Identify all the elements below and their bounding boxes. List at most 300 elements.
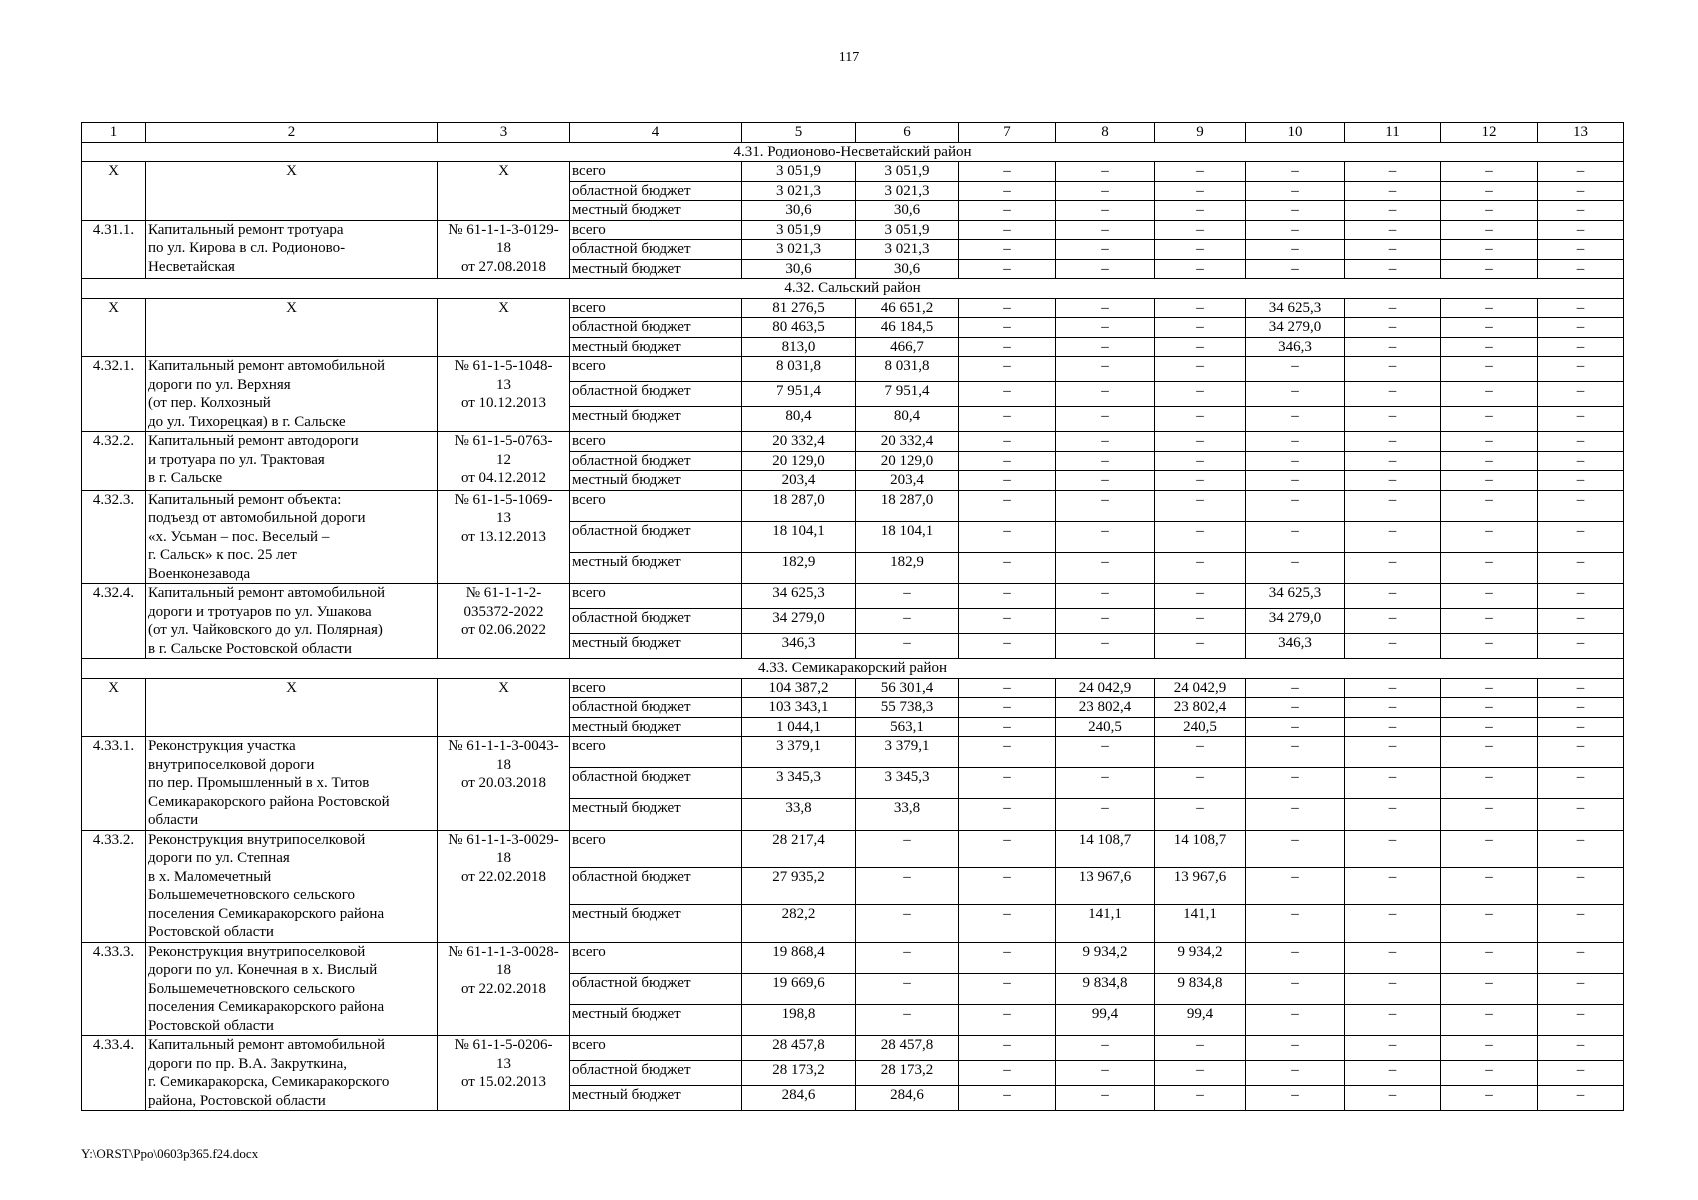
amount-cell: –	[1056, 357, 1155, 382]
amount-cell: 18 287,0	[856, 490, 959, 521]
amount-cell: 813,0	[742, 337, 856, 357]
document-reference-line: 13	[496, 376, 511, 393]
section-title: 4.31. Родионово-Несветайский район	[82, 142, 1624, 162]
amount-cell: –	[1155, 552, 1246, 583]
amount-cell: –	[1246, 905, 1345, 942]
document-reference-line: от 02.06.2022	[460, 622, 547, 638]
amount-cell: –	[1246, 768, 1345, 799]
funding-source-label: местный бюджет	[570, 634, 742, 659]
funding-source-label: местный бюджет	[570, 201, 742, 221]
object-name-line: X	[286, 163, 297, 179]
object-name-line: Капитальный ремонт автодороги	[148, 433, 359, 449]
funding-source-label: областной бюджет	[570, 181, 742, 201]
amount-cell: –	[1345, 298, 1441, 318]
amount-cell: –	[959, 1004, 1056, 1035]
document-reference-line: от 10.12.2013	[460, 395, 547, 411]
amount-cell: –	[1538, 1036, 1624, 1061]
column-number-header: 1	[82, 123, 146, 143]
amount-cell: –	[1538, 1061, 1624, 1086]
amount-cell: 81 276,5	[742, 298, 856, 318]
header-row	[82, 123, 1624, 143]
amount-cell: 284,6	[856, 1086, 959, 1111]
amount-cell: –	[1538, 698, 1624, 718]
funding-source-label: областной бюджет	[570, 451, 742, 471]
amount-cell: 23 802,4	[1056, 698, 1155, 718]
document-reference-line: от 15.02.2013	[460, 1074, 547, 1090]
amount-cell: 182,9	[856, 552, 959, 583]
document-reference-line: № 61-1-1-3-0029-	[448, 831, 559, 848]
document-reference	[438, 678, 570, 737]
amount-cell: 23 802,4	[1155, 698, 1246, 718]
amount-cell: –	[1246, 162, 1345, 182]
amount-cell: –	[1246, 220, 1345, 240]
amount-cell: –	[1538, 521, 1624, 552]
object-name	[146, 942, 438, 1036]
object-name	[146, 162, 438, 221]
amount-cell: –	[1345, 471, 1441, 491]
amount-cell: –	[1441, 471, 1538, 491]
amount-cell: 7 951,4	[856, 382, 959, 407]
amount-cell: 18 104,1	[856, 521, 959, 552]
amount-cell: –	[1246, 471, 1345, 491]
table-row	[82, 432, 1624, 452]
object-name-line: до ул. Тихорецкая) в г. Сальске	[148, 413, 346, 430]
amount-cell: 99,4	[1155, 1004, 1246, 1035]
amount-cell: –	[1155, 799, 1246, 830]
amount-cell: –	[1345, 905, 1441, 942]
funding-source-label: местный бюджет	[570, 407, 742, 432]
amount-cell: –	[1538, 678, 1624, 698]
document-reference-line: X	[498, 679, 509, 696]
amount-cell: –	[1056, 490, 1155, 521]
amount-cell: –	[1345, 1036, 1441, 1061]
amount-cell: –	[1441, 717, 1538, 737]
amount-cell: –	[1246, 737, 1345, 768]
amount-cell: –	[1056, 318, 1155, 338]
amount-cell: –	[856, 905, 959, 942]
amount-cell: 28 173,2	[742, 1061, 856, 1086]
document-reference-line: 18	[496, 756, 511, 773]
amount-cell: –	[1441, 382, 1538, 407]
amount-cell: –	[1345, 357, 1441, 382]
amount-cell: –	[1441, 432, 1538, 452]
funding-source-label: всего	[570, 678, 742, 698]
amount-cell: –	[1246, 717, 1345, 737]
amount-cell: –	[1056, 432, 1155, 452]
document-reference-line: № 61-1-5-0206-	[454, 1037, 553, 1053]
amount-cell: 284,6	[742, 1086, 856, 1111]
object-name-line: Реконструкция внутрипоселковой	[148, 831, 366, 848]
amount-cell: 28 457,8	[856, 1036, 959, 1061]
column-number-header: 12	[1441, 123, 1538, 143]
amount-cell: –	[1345, 181, 1441, 201]
amount-cell: 3 379,1	[856, 737, 959, 768]
item-number: 4.32.1.	[82, 357, 146, 432]
funding-source-label: всего	[570, 162, 742, 182]
amount-cell: –	[1155, 337, 1246, 357]
amount-cell: –	[1345, 768, 1441, 799]
amount-cell: –	[1056, 634, 1155, 659]
amount-cell: 20 129,0	[742, 451, 856, 471]
amount-cell: –	[1056, 451, 1155, 471]
column-number-header: 7	[959, 123, 1056, 143]
amount-cell: 46 651,2	[856, 298, 959, 318]
amount-cell: 8 031,8	[742, 357, 856, 382]
amount-cell: –	[1155, 181, 1246, 201]
amount-cell: –	[959, 432, 1056, 452]
object-name-line: Военконезавода	[148, 565, 251, 582]
item-number: 4.33.2.	[82, 830, 146, 942]
document-reference-line: 18	[496, 240, 511, 256]
amount-cell: –	[1345, 973, 1441, 1004]
amount-cell: –	[1155, 1086, 1246, 1111]
amount-cell: –	[1056, 259, 1155, 279]
amount-cell: –	[1345, 240, 1441, 260]
funding-source-label: местный бюджет	[570, 552, 742, 583]
object-name-line: Капитальный ремонт автомобильной	[148, 358, 386, 374]
amount-cell: –	[1246, 201, 1345, 221]
amount-cell: –	[1155, 357, 1246, 382]
column-number-header: 10	[1246, 123, 1345, 143]
document-reference-line: от 27.08.2018	[460, 258, 547, 275]
amount-cell: –	[959, 830, 1056, 867]
amount-cell: –	[1246, 830, 1345, 867]
amount-cell: –	[959, 318, 1056, 338]
amount-cell: –	[959, 717, 1056, 737]
amount-cell: –	[959, 737, 1056, 768]
amount-cell: –	[1056, 1036, 1155, 1061]
item-number: 4.32.3.	[82, 490, 146, 584]
object-name	[146, 298, 438, 357]
amount-cell: –	[1345, 1004, 1441, 1035]
item-number: 4.33.1.	[82, 737, 146, 831]
amount-cell: 30,6	[856, 201, 959, 221]
object-name-line: в х. Маломечетный	[148, 868, 272, 885]
amount-cell: –	[959, 521, 1056, 552]
document-reference	[438, 737, 570, 831]
amount-cell: –	[1538, 1004, 1624, 1035]
document-reference-line: от 22.02.2018	[460, 980, 547, 997]
amount-cell: 466,7	[856, 337, 959, 357]
object-name-line: Большемечетновского сельского	[148, 980, 356, 997]
amount-cell: –	[1441, 240, 1538, 260]
amount-cell: –	[1538, 259, 1624, 279]
funding-source-label: всего	[570, 942, 742, 973]
file-path-footer: Y:\ORST\Ppo\0603p365.f24.docx	[81, 1146, 259, 1161]
funding-source-label: областной бюджет	[570, 973, 742, 1004]
amount-cell: –	[1246, 678, 1345, 698]
amount-cell: –	[1441, 609, 1538, 634]
amount-cell: –	[1056, 337, 1155, 357]
amount-cell: –	[1056, 201, 1155, 221]
column-number-header: 9	[1155, 123, 1246, 143]
amount-cell: 9 834,8	[1155, 973, 1246, 1004]
amount-cell: 346,3	[1246, 337, 1345, 357]
amount-cell: –	[1246, 1086, 1345, 1111]
amount-cell: 30,6	[856, 259, 959, 279]
amount-cell: 1 044,1	[742, 717, 856, 737]
amount-cell: –	[959, 942, 1056, 973]
amount-cell: –	[1538, 634, 1624, 659]
amount-cell: –	[1155, 609, 1246, 634]
object-name-line: Капитальный ремонт тротуара	[148, 221, 344, 238]
amount-cell: –	[959, 162, 1056, 182]
item-number: 4.33.3.	[82, 942, 146, 1036]
amount-cell: –	[1246, 698, 1345, 718]
amount-cell: –	[1056, 1061, 1155, 1086]
amount-cell: –	[1345, 490, 1441, 521]
table-row	[82, 1036, 1624, 1061]
section-row	[82, 279, 1624, 299]
amount-cell: –	[1345, 407, 1441, 432]
document-reference	[438, 490, 570, 584]
amount-cell: –	[959, 768, 1056, 799]
amount-cell: –	[1155, 259, 1246, 279]
amount-cell: –	[1246, 867, 1345, 904]
amount-cell: –	[1246, 1061, 1345, 1086]
amount-cell: –	[1538, 451, 1624, 471]
document-reference	[438, 584, 570, 659]
amount-cell: 282,2	[742, 905, 856, 942]
amount-cell: 3 345,3	[856, 768, 959, 799]
document-reference	[438, 432, 570, 491]
object-name-line: Капитальный ремонт автомобильной	[148, 585, 386, 601]
amount-cell: –	[1441, 490, 1538, 521]
amount-cell: 203,4	[856, 471, 959, 491]
amount-cell: –	[1246, 240, 1345, 260]
object-name	[146, 432, 438, 491]
amount-cell: –	[1538, 584, 1624, 609]
funding-source-label: областной бюджет	[570, 698, 742, 718]
amount-cell: 19 669,6	[742, 973, 856, 1004]
amount-cell: 20 129,0	[856, 451, 959, 471]
table-row	[82, 737, 1624, 768]
amount-cell: –	[856, 1004, 959, 1035]
amount-cell: –	[1155, 490, 1246, 521]
amount-cell: 3 021,3	[856, 181, 959, 201]
amount-cell: –	[959, 973, 1056, 1004]
amount-cell: 3 051,9	[856, 162, 959, 182]
amount-cell: –	[1056, 552, 1155, 583]
amount-cell: –	[1345, 584, 1441, 609]
amount-cell: –	[1538, 490, 1624, 521]
amount-cell: –	[959, 634, 1056, 659]
amount-cell: –	[1538, 609, 1624, 634]
funding-source-label: всего	[570, 220, 742, 240]
funding-source-label: местный бюджет	[570, 905, 742, 942]
amount-cell: –	[959, 357, 1056, 382]
amount-cell: –	[1246, 552, 1345, 583]
amount-cell: 13 967,6	[1056, 867, 1155, 904]
amount-cell: 99,4	[1056, 1004, 1155, 1035]
amount-cell: –	[1441, 830, 1538, 867]
amount-cell: –	[1538, 337, 1624, 357]
object-name	[146, 830, 438, 942]
document-reference-line: № 61-1-1-3-0028-	[448, 943, 559, 960]
amount-cell: –	[1345, 1086, 1441, 1111]
amount-cell: –	[1155, 584, 1246, 609]
amount-cell: –	[1538, 905, 1624, 942]
table-row	[82, 357, 1624, 382]
funding-source-label: всего	[570, 584, 742, 609]
funding-source-label: всего	[570, 432, 742, 452]
column-number-header: 6	[856, 123, 959, 143]
amount-cell: 3 051,9	[742, 220, 856, 240]
amount-cell: –	[1441, 867, 1538, 904]
section-title: 4.32. Сальский район	[82, 279, 1624, 299]
amount-cell: 33,8	[856, 799, 959, 830]
amount-cell: 9 934,2	[1155, 942, 1246, 973]
document-reference-line: № 61-1-1-3-0129-	[448, 221, 559, 238]
amount-cell: 3 051,9	[742, 162, 856, 182]
amount-cell: –	[1538, 830, 1624, 867]
amount-cell: –	[856, 584, 959, 609]
amount-cell: –	[1155, 471, 1246, 491]
amount-cell: –	[959, 181, 1056, 201]
amount-cell: –	[1056, 521, 1155, 552]
amount-cell: –	[1345, 634, 1441, 659]
funding-source-label: местный бюджет	[570, 717, 742, 737]
document-reference	[438, 357, 570, 432]
amount-cell: –	[1441, 337, 1538, 357]
amount-cell: 346,3	[742, 634, 856, 659]
amount-cell: –	[1056, 737, 1155, 768]
amount-cell: 19 868,4	[742, 942, 856, 973]
amount-cell: –	[959, 298, 1056, 318]
funding-source-label: всего	[570, 490, 742, 521]
amount-cell: –	[1538, 357, 1624, 382]
amount-cell: 18 287,0	[742, 490, 856, 521]
funding-source-label: всего	[570, 1036, 742, 1061]
amount-cell: 103 343,1	[742, 698, 856, 718]
amount-cell: –	[1441, 799, 1538, 830]
amount-cell: –	[1246, 357, 1345, 382]
amount-cell: –	[1345, 201, 1441, 221]
amount-cell: 9 934,2	[1056, 942, 1155, 973]
amount-cell: 8 031,8	[856, 357, 959, 382]
funding-source-label: областной бюджет	[570, 240, 742, 260]
amount-cell: –	[1538, 407, 1624, 432]
amount-cell: –	[1345, 337, 1441, 357]
object-name-line: дороги по пр. В.А. Закруткина,	[148, 1055, 348, 1072]
amount-cell: –	[959, 584, 1056, 609]
amount-cell: 3 051,9	[856, 220, 959, 240]
amount-cell: 240,5	[1155, 717, 1246, 737]
column-number-header: 3	[438, 123, 570, 143]
funding-source-label: всего	[570, 830, 742, 867]
amount-cell: –	[1441, 298, 1538, 318]
amount-cell: –	[1538, 552, 1624, 583]
amount-cell: –	[1441, 973, 1538, 1004]
amount-cell: –	[1246, 432, 1345, 452]
amount-cell: –	[1345, 698, 1441, 718]
object-name-line: и тротуара по ул. Трактовая	[148, 451, 325, 468]
column-number-header: 13	[1538, 123, 1624, 143]
amount-cell: 34 625,3	[1246, 298, 1345, 318]
amount-cell: –	[1441, 552, 1538, 583]
object-name	[146, 584, 438, 659]
amount-cell: –	[1056, 162, 1155, 182]
amount-cell: –	[1441, 634, 1538, 659]
object-name	[146, 490, 438, 584]
amount-cell: –	[1246, 451, 1345, 471]
amount-cell: –	[1246, 973, 1345, 1004]
object-name-line: Реконструкция внутрипоселковой	[148, 943, 366, 960]
amount-cell: –	[1155, 162, 1246, 182]
amount-cell: –	[1441, 318, 1538, 338]
amount-cell: –	[1441, 584, 1538, 609]
amount-cell: –	[1345, 717, 1441, 737]
amount-cell: –	[1538, 867, 1624, 904]
amount-cell: –	[959, 382, 1056, 407]
amount-cell: 34 625,3	[742, 584, 856, 609]
object-name-line: Ростовской области	[148, 1017, 274, 1034]
object-name-line: Капитальный ремонт автомобильной	[148, 1037, 386, 1053]
amount-cell: –	[1345, 162, 1441, 182]
amount-cell: –	[1056, 584, 1155, 609]
amount-cell: 182,9	[742, 552, 856, 583]
amount-cell: –	[1538, 240, 1624, 260]
amount-cell: 240,5	[1056, 717, 1155, 737]
object-name-line: X	[286, 299, 297, 316]
amount-cell: –	[1246, 407, 1345, 432]
document-reference	[438, 298, 570, 357]
document-reference	[438, 830, 570, 942]
amount-cell: 141,1	[1056, 905, 1155, 942]
document-reference-line: от 04.12.2012	[460, 470, 547, 486]
column-number-header: 11	[1345, 123, 1441, 143]
amount-cell: –	[1345, 220, 1441, 240]
amount-cell: –	[1538, 717, 1624, 737]
amount-cell: 14 108,7	[1155, 830, 1246, 867]
amount-cell: 7 951,4	[742, 382, 856, 407]
amount-cell: –	[856, 830, 959, 867]
object-name-line: по ул. Кирова в сл. Родионово-	[148, 240, 346, 256]
object-name	[146, 1036, 438, 1111]
object-name-line: по пер. Промышленный в х. Титов	[148, 775, 370, 791]
amount-cell: –	[1155, 1036, 1246, 1061]
amount-cell: –	[959, 259, 1056, 279]
amount-cell: –	[959, 451, 1056, 471]
amount-cell: –	[856, 942, 959, 973]
amount-cell: 34 279,0	[1246, 318, 1345, 338]
item-number: X	[82, 162, 146, 221]
object-name-line: Несветайская	[148, 258, 235, 275]
amount-cell: –	[1441, 451, 1538, 471]
amount-cell: –	[1246, 181, 1345, 201]
amount-cell: –	[1056, 471, 1155, 491]
amount-cell: –	[959, 1086, 1056, 1111]
amount-cell: 104 387,2	[742, 678, 856, 698]
amount-cell: –	[959, 490, 1056, 521]
amount-cell: 30,6	[742, 259, 856, 279]
item-number: X	[82, 678, 146, 737]
amount-cell: 14 108,7	[1056, 830, 1155, 867]
amount-cell: –	[959, 337, 1056, 357]
amount-cell: –	[1538, 973, 1624, 1004]
amount-cell: –	[1056, 298, 1155, 318]
amount-cell: –	[1538, 181, 1624, 201]
amount-cell: –	[1441, 1004, 1538, 1035]
table-row	[82, 942, 1624, 973]
amount-cell: 24 042,9	[1056, 678, 1155, 698]
amount-cell: –	[856, 973, 959, 1004]
table-row	[82, 678, 1624, 698]
amount-cell: –	[959, 407, 1056, 432]
item-number: 4.33.4.	[82, 1036, 146, 1111]
amount-cell: 3 021,3	[856, 240, 959, 260]
funding-source-label: областной бюджет	[570, 1061, 742, 1086]
